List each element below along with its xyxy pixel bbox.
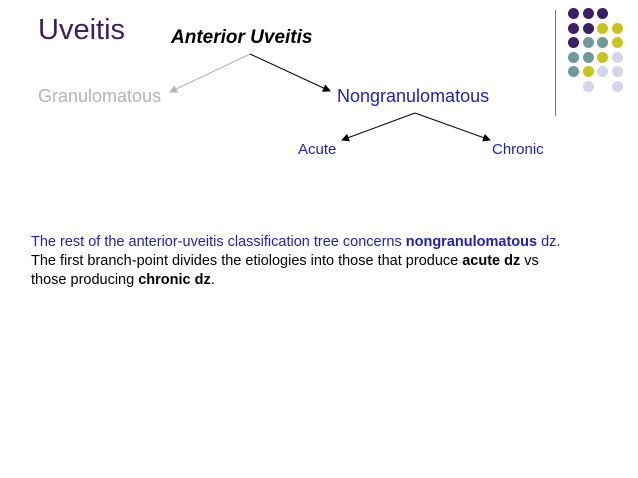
description-line3-lead: those producing — [31, 272, 139, 288]
decorative-dot — [583, 8, 594, 19]
tree-root-node: Anterior Uveitis — [171, 27, 313, 48]
decorative-dot — [583, 23, 594, 34]
description-line3-tail: . — [210, 272, 215, 288]
decorative-dot — [612, 23, 623, 34]
description-line2-bold: acute dz — [462, 253, 521, 269]
decorative-dot — [597, 8, 608, 19]
decorative-dot — [583, 52, 594, 63]
decorative-dot — [568, 52, 579, 63]
decorative-dot — [583, 37, 594, 48]
description-line2-lead: The first branch-point divides the etiologies into those that produce — [31, 253, 463, 269]
edge-nongranulomatous-to-chronic — [415, 113, 490, 140]
decorative-dot — [597, 23, 608, 34]
decorative-dot — [568, 37, 579, 48]
tree-node-chronic: Chronic — [492, 141, 544, 158]
description-line1-lead: The rest of the anterior-uveitis classification tree concerns — [31, 234, 406, 250]
slide-title: Uveitis — [38, 14, 126, 46]
decorative-dot — [597, 37, 608, 48]
edge-root-to-nongranulomatous — [250, 54, 330, 91]
decorative-dot — [568, 66, 579, 77]
decorative-dot — [583, 81, 594, 92]
decorative-dot — [568, 23, 579, 34]
tree-node-acute: Acute — [298, 141, 337, 158]
description-line3-bold: chronic dz — [138, 272, 211, 288]
decorative-dot — [612, 52, 623, 63]
decorative-dot — [597, 52, 608, 63]
tree-node-granulomatous: Granulomatous — [38, 86, 162, 106]
edge-root-to-granulomatous — [170, 54, 250, 92]
description-line2-tail: vs — [520, 253, 539, 269]
description-line1-bold: nongranulomatous — [405, 234, 538, 250]
tree-node-nongranulomatous: Nongranulomatous — [337, 86, 490, 106]
description-text — [31, 233, 626, 290]
description-line1-tail: dz. — [537, 234, 561, 250]
decorative-dot-grid — [568, 8, 638, 108]
decorative-dot — [583, 66, 594, 77]
decorative-dot — [568, 8, 579, 19]
decorative-dot — [612, 37, 623, 48]
decorative-dot — [612, 81, 623, 92]
edge-nongranulomatous-to-acute — [342, 113, 415, 140]
corner-divider-line — [555, 10, 556, 116]
decorative-dot — [612, 66, 623, 77]
decorative-dot — [597, 66, 608, 77]
